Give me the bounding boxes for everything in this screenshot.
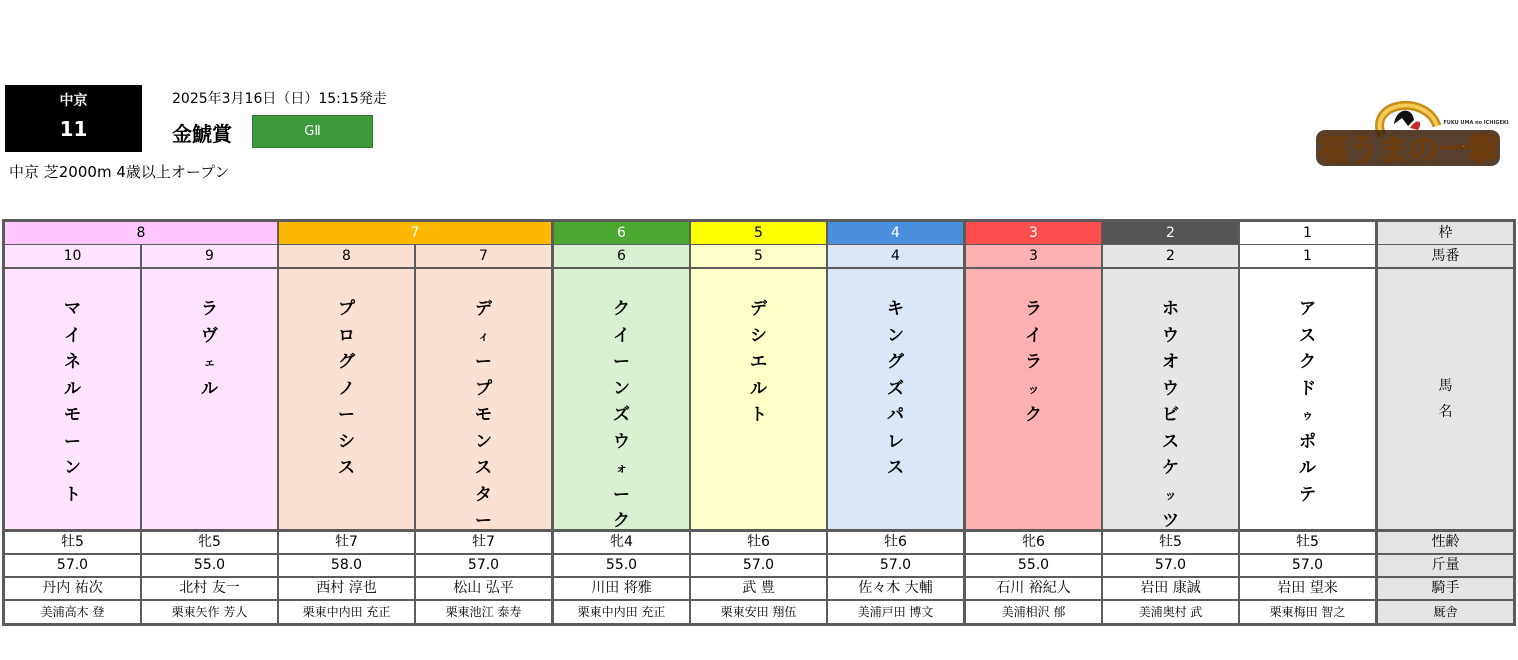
horse-number: 2 (1103, 245, 1238, 267)
jockey-name: 丹内 祐次 (5, 578, 140, 599)
logo-subtext: FUKU UMA no ICHIGEKI (1443, 120, 1509, 126)
fuku-uma-logo (1312, 96, 1509, 176)
race-number: 11 (59, 117, 88, 141)
race-conditions: 中京 芝2000m 4歳以上オープン (9, 163, 230, 181)
frame-cell: 7 (279, 222, 551, 244)
horse-name: デ シ エ ル ト (691, 269, 826, 529)
horse-sex-age: 牡5 (5, 532, 140, 553)
stable-name: 栗東安田 翔伍 (691, 601, 826, 623)
horse-number: 9 (142, 245, 277, 267)
horse-weight: 57.0 (416, 555, 551, 576)
race-datetime: 2025年3月16日（日）15:15発走 (172, 91, 387, 107)
horse-number: 8 (279, 245, 414, 267)
label-horse-name-char: 名 (1438, 404, 1453, 420)
stable-name: 美浦相沢 郁 (966, 601, 1101, 623)
horse-number: 10 (5, 245, 140, 267)
label-horse-name-char: 馬 (1438, 378, 1453, 394)
horse-name: デ ィ ー プ モ ン ス タ ー (416, 269, 551, 529)
horse-weight: 57.0 (1240, 555, 1375, 576)
label-frame: 枠 (1378, 222, 1513, 244)
horse-weight: 55.0 (966, 555, 1101, 576)
frame-cell: 6 (554, 222, 689, 244)
label-jockey: 騎手 (1378, 578, 1513, 599)
horse-sex-age: 牡7 (416, 532, 551, 553)
horse-number: 5 (691, 245, 826, 267)
jockey-name: 佐々木 大輔 (828, 578, 963, 599)
horse-number: 4 (828, 245, 963, 267)
horse-weight: 55.0 (142, 555, 277, 576)
jockey-name: 岩田 康誠 (1103, 578, 1238, 599)
stable-name: 美浦奥村 武 (1103, 601, 1238, 623)
frame-cell: 5 (691, 222, 826, 244)
horse-number: 6 (554, 245, 689, 267)
horse-name: キ ン グ ズ パ レ ス (828, 269, 963, 529)
race-card-table (2, 219, 1516, 626)
horse-name: マ イ ネ ル モ ー ン ト (5, 269, 140, 529)
frame-cell: 4 (828, 222, 963, 244)
horse-number: 7 (416, 245, 551, 267)
horse-weight: 58.0 (279, 555, 414, 576)
stable-name: 栗東池江 泰寿 (416, 601, 551, 623)
horse-sex-age: 牡5 (1103, 532, 1238, 553)
jockey-name: 川田 将雅 (554, 578, 689, 599)
stable-name: 栗東中内田 充正 (279, 601, 414, 623)
stable-name: 栗東梅田 智之 (1240, 601, 1375, 623)
stable-name: 栗東中内田 充正 (554, 601, 689, 623)
jockey-name: 武 豊 (691, 578, 826, 599)
stable-name: 美浦戸田 博文 (828, 601, 963, 623)
horse-name: プ ロ グ ノ ー シ ス (279, 269, 414, 529)
horse-name: ラ イ ラ ッ ク (966, 269, 1101, 529)
jockey-name: 北村 友一 (142, 578, 277, 599)
jockey-name: 松山 弘平 (416, 578, 551, 599)
horse-number: 3 (966, 245, 1101, 267)
horse-weight: 57.0 (5, 555, 140, 576)
horse-sex-age: 牡6 (691, 532, 826, 553)
label-stable: 厩舎 (1378, 601, 1513, 623)
horse-sex-age: 牝4 (554, 532, 689, 553)
label-number: 馬番 (1378, 245, 1513, 267)
horse-sex-age: 牡5 (1240, 532, 1375, 553)
race-title: 金鯱賞 (172, 122, 232, 146)
horse-name: ホ ウ オ ウ ビ ス ケ ッ ツ (1103, 269, 1238, 529)
jockey-name: 西村 淳也 (279, 578, 414, 599)
horse-name: ク イ ー ン ズ ウ ォ ー ク (554, 269, 689, 529)
horse-sex-age: 牝5 (142, 532, 277, 553)
horse-weight: 55.0 (554, 555, 689, 576)
venue-box (5, 85, 142, 152)
frame-cell: 1 (1240, 222, 1375, 244)
label-weight: 斤量 (1378, 555, 1513, 576)
label-sex-age: 性齢 (1378, 532, 1513, 553)
logo-text: 福うまの一撃 (1318, 133, 1498, 168)
frame-cell: 8 (5, 222, 277, 244)
horse-weight: 57.0 (1103, 555, 1238, 576)
frame-cell: 2 (1103, 222, 1238, 244)
horse-weight: 57.0 (828, 555, 963, 576)
horse-name: ア ス ク ド ゥ ポ ル テ (1240, 269, 1375, 529)
jockey-name: 石川 裕紀人 (966, 578, 1101, 599)
venue-name: 中京 (59, 93, 88, 109)
frame-cell: 3 (966, 222, 1101, 244)
horse-name: ラ ヴ ェ ル (142, 269, 277, 529)
horse-weight: 57.0 (691, 555, 826, 576)
horse-sex-age: 牡7 (279, 532, 414, 553)
horse-sex-age: 牝6 (966, 532, 1101, 553)
horse-sex-age: 牡6 (828, 532, 963, 553)
horse-number: 1 (1240, 245, 1375, 267)
grade-badge: GⅡ (252, 115, 373, 148)
stable-name: 美浦高木 登 (5, 601, 140, 623)
jockey-name: 岩田 望来 (1240, 578, 1375, 599)
label-horse-name (1378, 269, 1513, 529)
stable-name: 栗東矢作 芳人 (142, 601, 277, 623)
